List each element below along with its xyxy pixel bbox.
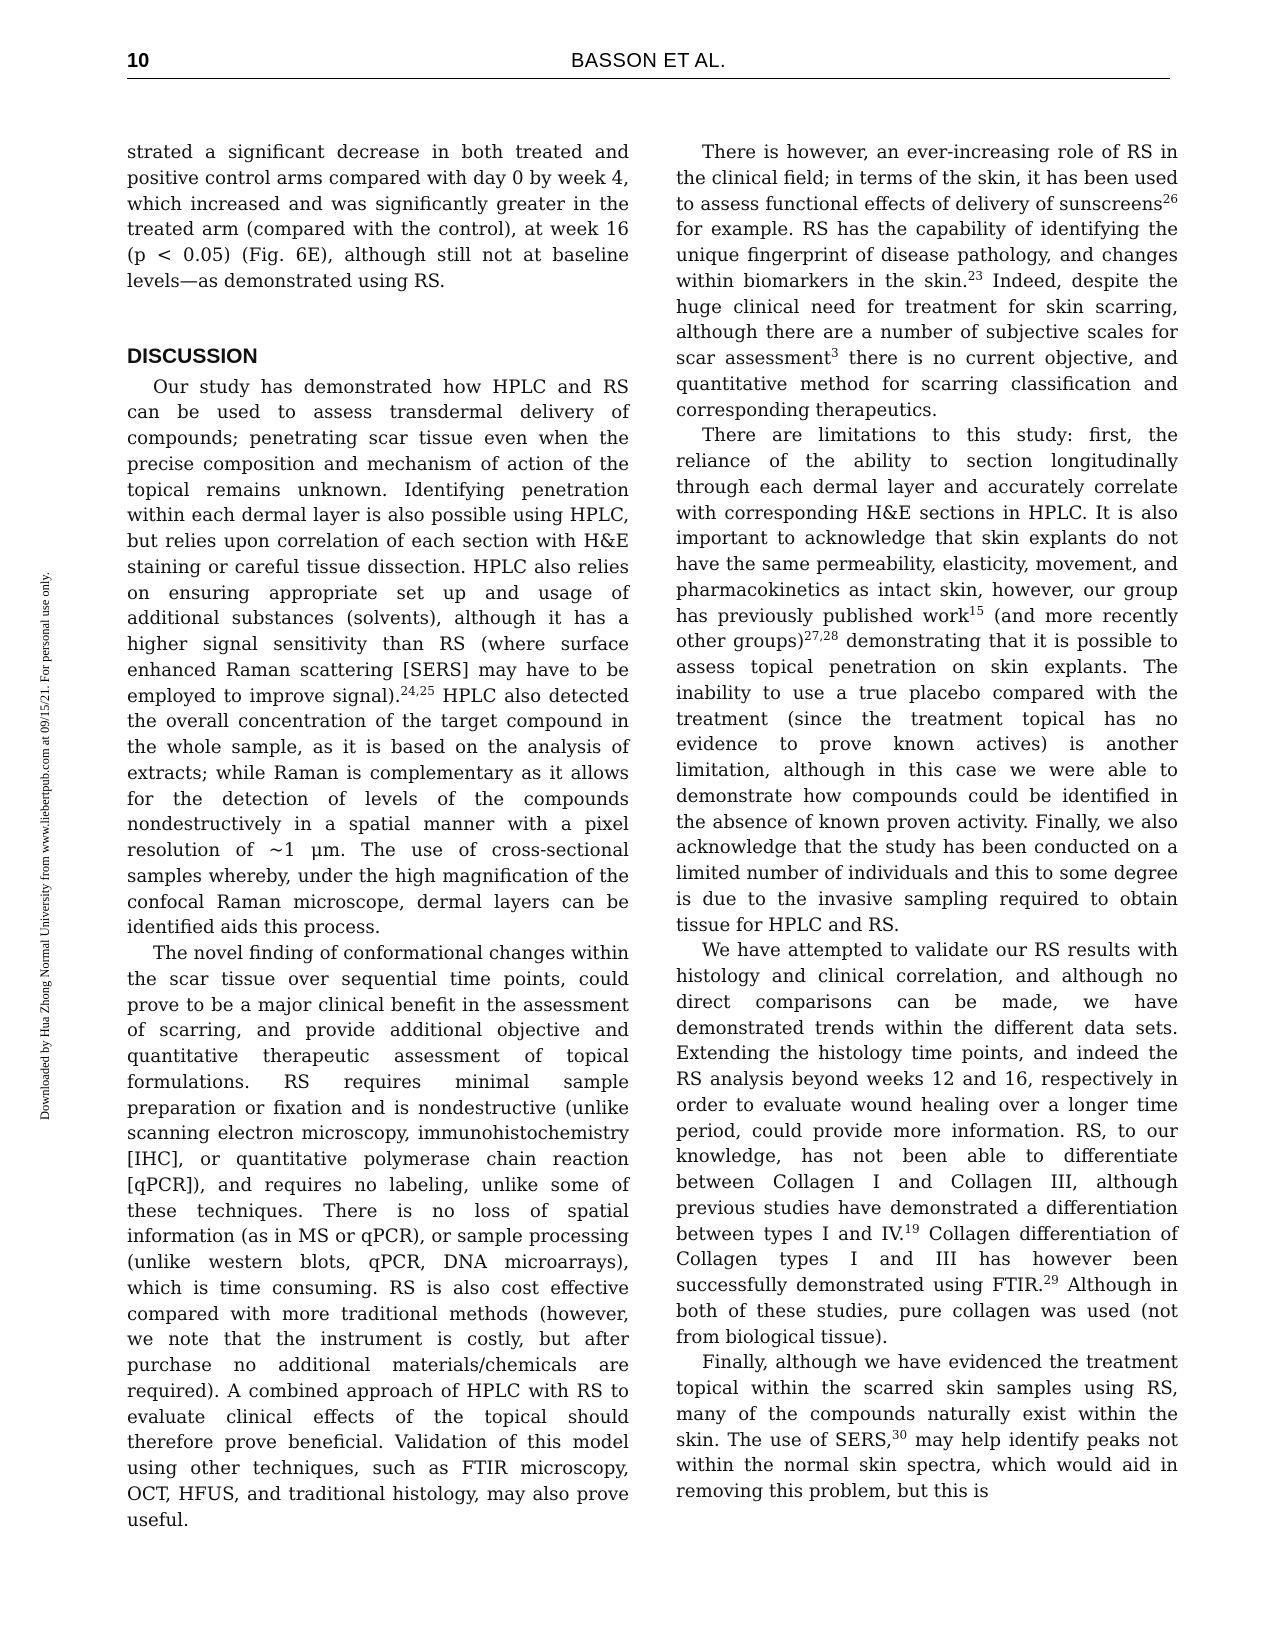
citation: 26: [1162, 191, 1178, 206]
right-column: [676, 140, 1178, 1505]
citation: 23: [967, 268, 984, 283]
citation: 27,28: [804, 629, 839, 644]
right-paragraph-1: There is however, an ever-increasing role of RS in the clinical field; in terms of the skin, it has been used to assess functional effects of delivery of sunscreens$^{26}$ for example. RS has the capability of identifying the unique fingerprint of disease pathology, and changes within biomarkers in the skin.$^{23}$ Indeed, despite the huge clinical need for treatment for skin scarring, although there are a number of subjective scales for scar assessment$^3$ there is no current objective, and quantitative method for scarring classification and corresponding therapeutics.: [676, 142, 1178, 421]
citation: 3: [831, 345, 839, 360]
citation: 30: [891, 1427, 908, 1442]
citation: 24,25: [400, 683, 435, 698]
citation: 15: [968, 603, 985, 618]
citation: 19: [904, 1221, 920, 1236]
right-paragraph-4: Finally, although we have evidenced the treatment topical within the scarred skin samples using RS, many of the compounds naturally exist within the skin. The use of SERS,$^{30}$ may help identify peaks not within the normal skin spectra, which would aid in removing this problem, but this is: [676, 1352, 1178, 1502]
page-number: 10: [127, 50, 150, 72]
discussion-paragraph-2: The novel finding of conformational changes within the scar tissue over sequential time points, could prove to be a major clinical benefit in the assessment of scarring, and provide additional objective and quantitative therapeutic assessment of topical formulations. RS requires minimal sample preparation or fixation and is nondestructive (unlike scanning electron microscopy, immunohistochemistry [IHC], or quantitative polymerase chain reaction [qPCR]), and requires no labeling, unlike some of these techniques. There is no loss of spatial information (as in MS or qPCR), or sample processing (unlike western blots, qPCR, DNA microarrays), which is time consuming. RS is also cost effective compared with more traditional methods (however, we note that the instrument is costly, but after purchase no additional materials/chemicals are required). A combined approach of HPLC with RS to evaluate clinical effects of the topical should therefore prove beneficial. Validation of this model using other techniques, such as FTIR microscopy, OCT, HFUS, and traditional histology, may also prove useful.: [127, 943, 629, 1531]
continued-paragraph: strated a significant decrease in both treated and positive control arms compared with day 0 by week 4, which increased and was significantly greater in the treated arm (compared with the control), at week 16 (p < 0.05) (Fig. 6E), although still not at baseline levels—as demonstrated using RS.: [127, 142, 629, 292]
section-heading-discussion: DISCUSSION: [127, 344, 258, 368]
citation: 29: [1043, 1272, 1059, 1287]
running-header: [127, 48, 1170, 79]
left-column: [127, 140, 629, 1533]
download-notice: Downloaded by Hua Zhong Normal University from www.liebertpub.com at 09/15/21. For personal use only.: [38, 572, 52, 1120]
right-paragraph-2: There are limitations to this study: first, the reliance of the ability to section longitudinally through each dermal layer and accurately correlate with corresponding H&E sections in HPLC. It is also important to acknowledge that skin explants do not have the same permeability, elasticity, movement, and pharmacokinetics as intact skin, however, our group has previously published work$^{15}$ (and more recently other groups)$^{27,28}$ demonstrating that it is possible to assess topical penetration on skin explants. The inability to use a true placebo compared with the treatment (since the treatment topical has no evidence to prove known actives) is another limitation, although in this case we were able to demonstrate how compounds could be identified in the absence of known proven activity. Finally, we also acknowledge that the study has been conducted on a limited number of individuals and this to some degree is due to the invasive sampling required to obtain tissue for HPLC and RS.: [676, 425, 1178, 936]
running-title: BASSON ET AL.: [570, 50, 727, 72]
download-notice-margin: [0, 0, 60, 1650]
discussion-paragraph-1: Our study has demonstrated how HPLC and RS can be used to assess transdermal delivery of compounds; penetrating scar tissue even when the precise composition and mechanism of action of the topical remains unknown. Identifying penetration within each dermal layer is also possible using HPLC, but relies upon correlation of each section with H&E staining or careful tissue dissection. HPLC also relies on ensuring appropriate set up and usage of additional substances (solvents), although it has a higher signal sensitivity than RS (where surface enhanced Raman scattering [SERS] may have to be employed to improve signal).$^{24,25}$ HPLC also detected the overall concentration of the target compound in the whole sample, as it is based on the analysis of extracts; while Raman is complementary as it allows for the detection of levels of the compounds nondestructively in a spatial manner with a pixel resolution of ~1 μm. The use of cross-sectional samples whereby, under the high magnification of the confocal Raman microscope, dermal layers can be identified aids this process.: [127, 376, 629, 939]
right-paragraph-3: We have attempted to validate our RS results with histology and clinical correlation, and although no direct comparisons can be made, we have demonstrated trends within the different data sets. Extending the histology time points, and indeed the RS analysis beyond weeks 12 and 16, respectively in order to evaluate wound healing over a longer time period, could provide more information. RS, to our knowledge, has not been able to differentiate between Collagen I and Collagen III, although previous studies have demonstrated a differentiation between types I and IV.$^{19}$ Collagen differentiation of Collagen types I and III has however been successfully demonstrated using FTIR.$^{29}$ Although in both of these studies, pure collagen was used (not from biological tissue).: [676, 940, 1179, 1348]
